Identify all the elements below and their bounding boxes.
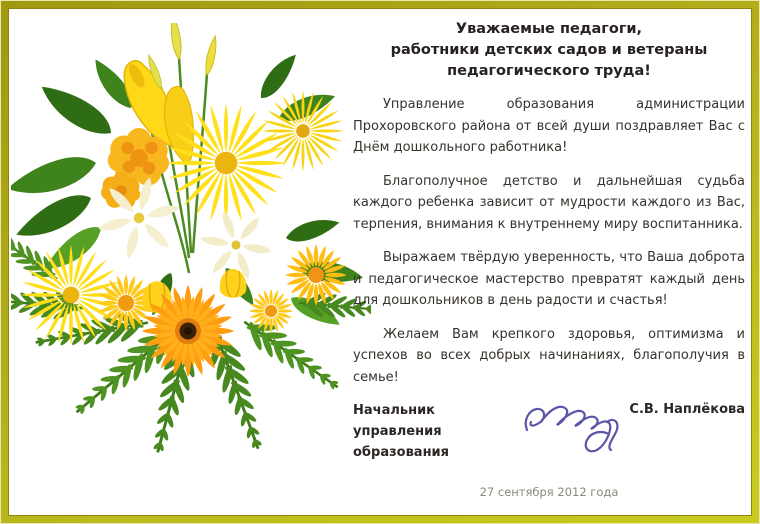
greeting-paragraph-2: Благополучное детство и дальнейшая судьба каждого ребенка зависит от мудрости каждого из Вас, терпения, внимания к внутреннему миру воспитанника. [353, 173, 745, 232]
greeting-paragraph-1: Управление образования администрации Прохоровского района от всей души поздравляет Вас с Днём дошкольного работника! [353, 97, 745, 155]
greeting-paragraph-3: Выражаем твёрдую уверенность, что Ваша доброта и педагогическое мастерство превратят каждый день для дошкольников в день радости и счастья! [353, 250, 745, 308]
greeting-title-line: Уважаемые педагоги, [455, 21, 643, 37]
signature-autograph [519, 394, 629, 456]
signer-title [353, 400, 519, 463]
greeting-paragraph-4: Желаем Вам крепкого здоровья, оптимизма и успехов во всех добрых начинаниях, благополучия в семье! [353, 326, 745, 385]
bouquet-of-yellow-flowers-photo [11, 23, 371, 463]
greeting-title-line: педагогического труда! [447, 63, 651, 79]
signature-ink-icon [519, 394, 629, 456]
greeting-title-line: работники детских садов и ветераны [390, 42, 708, 58]
signer-title-line: управления образования [353, 424, 450, 460]
greeting-card [8, 8, 752, 516]
greeting-text-column [353, 19, 745, 499]
greeting-title [353, 19, 745, 82]
date-line: 27 сентября 2012 года [479, 485, 619, 499]
signer-title-line: Начальник [353, 403, 436, 418]
signer-name: С.В. Наплёкова [629, 402, 745, 417]
signature-block [353, 400, 745, 463]
